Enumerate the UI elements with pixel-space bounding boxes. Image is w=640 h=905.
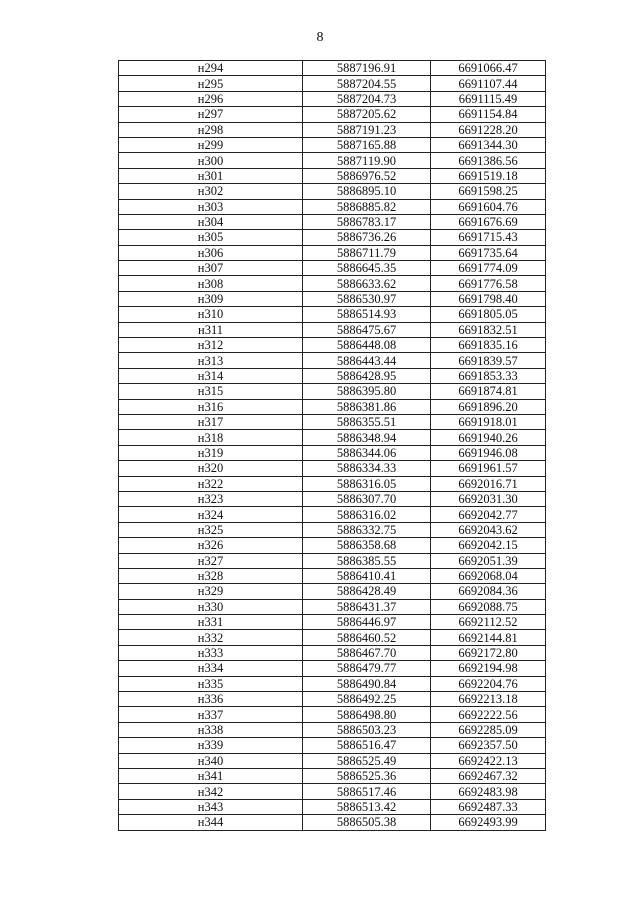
- point-id-cell: н307: [119, 261, 303, 276]
- point-id-cell: н336: [119, 692, 303, 707]
- table-row: [119, 645, 546, 660]
- x-coordinate-cell: 5886348.94: [303, 430, 431, 445]
- point-id-cell: н342: [119, 784, 303, 799]
- table-row: [119, 568, 546, 583]
- y-coordinate-cell: 6691839.57: [431, 353, 546, 368]
- x-coordinate-cell: 5887204.55: [303, 76, 431, 91]
- point-id-cell: н295: [119, 76, 303, 91]
- point-id-cell: н311: [119, 322, 303, 337]
- table-row: [119, 768, 546, 783]
- y-coordinate-cell: 6691874.81: [431, 384, 546, 399]
- y-coordinate-cell: 6691774.09: [431, 261, 546, 276]
- x-coordinate-cell: 5886633.62: [303, 276, 431, 291]
- y-coordinate-cell: 6691604.76: [431, 199, 546, 214]
- table-row: [119, 522, 546, 537]
- x-coordinate-cell: 5886410.41: [303, 568, 431, 583]
- table-row: [119, 61, 546, 76]
- x-coordinate-cell: 5886385.55: [303, 553, 431, 568]
- point-id-cell: н314: [119, 368, 303, 383]
- y-coordinate-cell: 6692084.36: [431, 584, 546, 599]
- table-row: [119, 384, 546, 399]
- point-id-cell: н310: [119, 307, 303, 322]
- point-id-cell: н317: [119, 414, 303, 429]
- y-coordinate-cell: 6692144.81: [431, 630, 546, 645]
- x-coordinate-cell: 5886316.05: [303, 476, 431, 491]
- table-row: [119, 368, 546, 383]
- y-coordinate-cell: 6692357.50: [431, 738, 546, 753]
- point-id-cell: н308: [119, 276, 303, 291]
- y-coordinate-cell: 6691228.20: [431, 122, 546, 137]
- y-coordinate-cell: 6691715.43: [431, 230, 546, 245]
- y-coordinate-cell: 6692042.15: [431, 538, 546, 553]
- x-coordinate-cell: 5887119.90: [303, 153, 431, 168]
- point-id-cell: н339: [119, 738, 303, 753]
- y-coordinate-cell: 6692068.04: [431, 568, 546, 583]
- point-id-cell: н300: [119, 153, 303, 168]
- point-id-cell: н294: [119, 61, 303, 76]
- y-coordinate-cell: 6691798.40: [431, 291, 546, 306]
- table-row: [119, 261, 546, 276]
- x-coordinate-cell: 5886513.42: [303, 799, 431, 814]
- table-row: [119, 122, 546, 137]
- y-coordinate-cell: 6691107.44: [431, 76, 546, 91]
- table-row: [119, 461, 546, 476]
- point-id-cell: н323: [119, 491, 303, 506]
- table-row: [119, 184, 546, 199]
- x-coordinate-cell: 5886530.97: [303, 291, 431, 306]
- point-id-cell: н335: [119, 676, 303, 691]
- x-coordinate-cell: 5886514.93: [303, 307, 431, 322]
- x-coordinate-cell: 5886525.36: [303, 768, 431, 783]
- point-id-cell: н322: [119, 476, 303, 491]
- y-coordinate-cell: 6692051.39: [431, 553, 546, 568]
- x-coordinate-cell: 5886490.84: [303, 676, 431, 691]
- y-coordinate-cell: 6692213.18: [431, 692, 546, 707]
- y-coordinate-cell: 6691776.58: [431, 276, 546, 291]
- y-coordinate-cell: 6691918.01: [431, 414, 546, 429]
- point-id-cell: н343: [119, 799, 303, 814]
- point-id-cell: н333: [119, 645, 303, 660]
- x-coordinate-cell: 5886460.52: [303, 630, 431, 645]
- x-coordinate-cell: 5886475.67: [303, 322, 431, 337]
- x-coordinate-cell: 5886316.02: [303, 507, 431, 522]
- point-id-cell: н340: [119, 753, 303, 768]
- table-row: [119, 414, 546, 429]
- y-coordinate-cell: 6692042.77: [431, 507, 546, 522]
- point-id-cell: н341: [119, 768, 303, 783]
- y-coordinate-cell: 6692194.98: [431, 661, 546, 676]
- point-id-cell: н302: [119, 184, 303, 199]
- y-coordinate-cell: 6692487.33: [431, 799, 546, 814]
- y-coordinate-cell: 6691115.49: [431, 91, 546, 106]
- y-coordinate-cell: 6691519.18: [431, 168, 546, 183]
- x-coordinate-cell: 5886736.26: [303, 230, 431, 245]
- point-id-cell: н337: [119, 707, 303, 722]
- table-row: [119, 76, 546, 91]
- x-coordinate-cell: 5886448.08: [303, 338, 431, 353]
- x-coordinate-cell: 5886505.38: [303, 815, 431, 830]
- table-row: [119, 91, 546, 106]
- table-row: [119, 214, 546, 229]
- table-row: [119, 553, 546, 568]
- x-coordinate-cell: 5886503.23: [303, 722, 431, 737]
- y-coordinate-cell: 6691344.30: [431, 137, 546, 152]
- x-coordinate-cell: 5886334.33: [303, 461, 431, 476]
- y-coordinate-cell: 6691676.69: [431, 214, 546, 229]
- table-row: [119, 353, 546, 368]
- point-id-cell: н319: [119, 445, 303, 460]
- table-row: [119, 107, 546, 122]
- y-coordinate-cell: 6692422.13: [431, 753, 546, 768]
- point-id-cell: н344: [119, 815, 303, 830]
- x-coordinate-cell: 5886479.77: [303, 661, 431, 676]
- x-coordinate-cell: 5886395.80: [303, 384, 431, 399]
- table-row: [119, 722, 546, 737]
- point-id-cell: н318: [119, 430, 303, 445]
- x-coordinate-cell: 5886517.46: [303, 784, 431, 799]
- x-coordinate-cell: 5887196.91: [303, 61, 431, 76]
- point-id-cell: н328: [119, 568, 303, 583]
- x-coordinate-cell: 5886711.79: [303, 245, 431, 260]
- y-coordinate-cell: 6691805.05: [431, 307, 546, 322]
- y-coordinate-cell: 6691853.33: [431, 368, 546, 383]
- x-coordinate-cell: 5887165.88: [303, 137, 431, 152]
- x-coordinate-cell: 5886381.86: [303, 399, 431, 414]
- table-row: [119, 584, 546, 599]
- table-row: [119, 491, 546, 506]
- y-coordinate-cell: 6692043.62: [431, 522, 546, 537]
- y-coordinate-cell: 6691835.16: [431, 338, 546, 353]
- x-coordinate-cell: 5886885.82: [303, 199, 431, 214]
- x-coordinate-cell: 5887191.23: [303, 122, 431, 137]
- x-coordinate-cell: 5886428.95: [303, 368, 431, 383]
- table-row: [119, 322, 546, 337]
- table-row: [119, 599, 546, 614]
- y-coordinate-cell: 6691896.20: [431, 399, 546, 414]
- x-coordinate-cell: 5887205.62: [303, 107, 431, 122]
- x-coordinate-cell: 5886332.75: [303, 522, 431, 537]
- table-row: [119, 338, 546, 353]
- table-row: [119, 507, 546, 522]
- table-row: [119, 784, 546, 799]
- y-coordinate-cell: 6691386.56: [431, 153, 546, 168]
- x-coordinate-cell: 5886498.80: [303, 707, 431, 722]
- y-coordinate-cell: 6692204.76: [431, 676, 546, 691]
- x-coordinate-cell: 5886467.70: [303, 645, 431, 660]
- table-row: [119, 476, 546, 491]
- table-row: [119, 291, 546, 306]
- y-coordinate-cell: 6692285.09: [431, 722, 546, 737]
- y-coordinate-cell: 6692031.30: [431, 491, 546, 506]
- point-id-cell: н297: [119, 107, 303, 122]
- x-coordinate-cell: 5886344.06: [303, 445, 431, 460]
- point-id-cell: н338: [119, 722, 303, 737]
- table-row: [119, 799, 546, 814]
- y-coordinate-cell: 6692222.56: [431, 707, 546, 722]
- point-id-cell: н330: [119, 599, 303, 614]
- x-coordinate-cell: 5886525.49: [303, 753, 431, 768]
- table-row: [119, 168, 546, 183]
- x-coordinate-cell: 5886355.51: [303, 414, 431, 429]
- y-coordinate-cell: 6692172.80: [431, 645, 546, 660]
- y-coordinate-cell: 6691940.26: [431, 430, 546, 445]
- x-coordinate-cell: 5886307.70: [303, 491, 431, 506]
- point-id-cell: н331: [119, 615, 303, 630]
- point-id-cell: н316: [119, 399, 303, 414]
- y-coordinate-cell: 6691946.08: [431, 445, 546, 460]
- table-row: [119, 753, 546, 768]
- y-coordinate-cell: 6691154.84: [431, 107, 546, 122]
- point-id-cell: н299: [119, 137, 303, 152]
- point-id-cell: н303: [119, 199, 303, 214]
- x-coordinate-cell: 5886492.25: [303, 692, 431, 707]
- table-row: [119, 137, 546, 152]
- point-id-cell: н324: [119, 507, 303, 522]
- table-row: [119, 199, 546, 214]
- point-id-cell: н301: [119, 168, 303, 183]
- point-id-cell: н315: [119, 384, 303, 399]
- coordinates-table: [118, 60, 546, 831]
- table-row: [119, 615, 546, 630]
- table-row: [119, 661, 546, 676]
- table-row: [119, 707, 546, 722]
- page-number: 8: [316, 30, 324, 45]
- coordinates-table-body: [119, 61, 546, 831]
- table-row: [119, 815, 546, 830]
- x-coordinate-cell: 5886446.97: [303, 615, 431, 630]
- x-coordinate-cell: 5886358.68: [303, 538, 431, 553]
- table-row: [119, 676, 546, 691]
- x-coordinate-cell: 5886895.10: [303, 184, 431, 199]
- point-id-cell: н325: [119, 522, 303, 537]
- point-id-cell: н320: [119, 461, 303, 476]
- y-coordinate-cell: 6692493.99: [431, 815, 546, 830]
- y-coordinate-cell: 6692016.71: [431, 476, 546, 491]
- table-row: [119, 153, 546, 168]
- table-row: [119, 307, 546, 322]
- table-row: [119, 230, 546, 245]
- x-coordinate-cell: 5887204.73: [303, 91, 431, 106]
- point-id-cell: н309: [119, 291, 303, 306]
- table-row: [119, 445, 546, 460]
- y-coordinate-cell: 6692467.32: [431, 768, 546, 783]
- table-row: [119, 245, 546, 260]
- x-coordinate-cell: 5886645.35: [303, 261, 431, 276]
- point-id-cell: н306: [119, 245, 303, 260]
- y-coordinate-cell: 6692483.98: [431, 784, 546, 799]
- point-id-cell: н327: [119, 553, 303, 568]
- point-id-cell: н298: [119, 122, 303, 137]
- table-row: [119, 692, 546, 707]
- x-coordinate-cell: 5886976.52: [303, 168, 431, 183]
- table-row: [119, 630, 546, 645]
- x-coordinate-cell: 5886443.44: [303, 353, 431, 368]
- point-id-cell: н329: [119, 584, 303, 599]
- point-id-cell: н332: [119, 630, 303, 645]
- y-coordinate-cell: 6691066.47: [431, 61, 546, 76]
- x-coordinate-cell: 5886431.37: [303, 599, 431, 614]
- point-id-cell: н334: [119, 661, 303, 676]
- y-coordinate-cell: 6692112.52: [431, 615, 546, 630]
- y-coordinate-cell: 6691832.51: [431, 322, 546, 337]
- y-coordinate-cell: 6691735.64: [431, 245, 546, 260]
- point-id-cell: н326: [119, 538, 303, 553]
- point-id-cell: н305: [119, 230, 303, 245]
- x-coordinate-cell: 5886516.47: [303, 738, 431, 753]
- point-id-cell: н312: [119, 338, 303, 353]
- y-coordinate-cell: 6691598.25: [431, 184, 546, 199]
- table-row: [119, 738, 546, 753]
- x-coordinate-cell: 5886783.17: [303, 214, 431, 229]
- table-row: [119, 538, 546, 553]
- point-id-cell: н313: [119, 353, 303, 368]
- point-id-cell: н304: [119, 214, 303, 229]
- x-coordinate-cell: 5886428.49: [303, 584, 431, 599]
- table-row: [119, 430, 546, 445]
- y-coordinate-cell: 6691961.57: [431, 461, 546, 476]
- table-row: [119, 399, 546, 414]
- table-row: [119, 276, 546, 291]
- y-coordinate-cell: 6692088.75: [431, 599, 546, 614]
- point-id-cell: н296: [119, 91, 303, 106]
